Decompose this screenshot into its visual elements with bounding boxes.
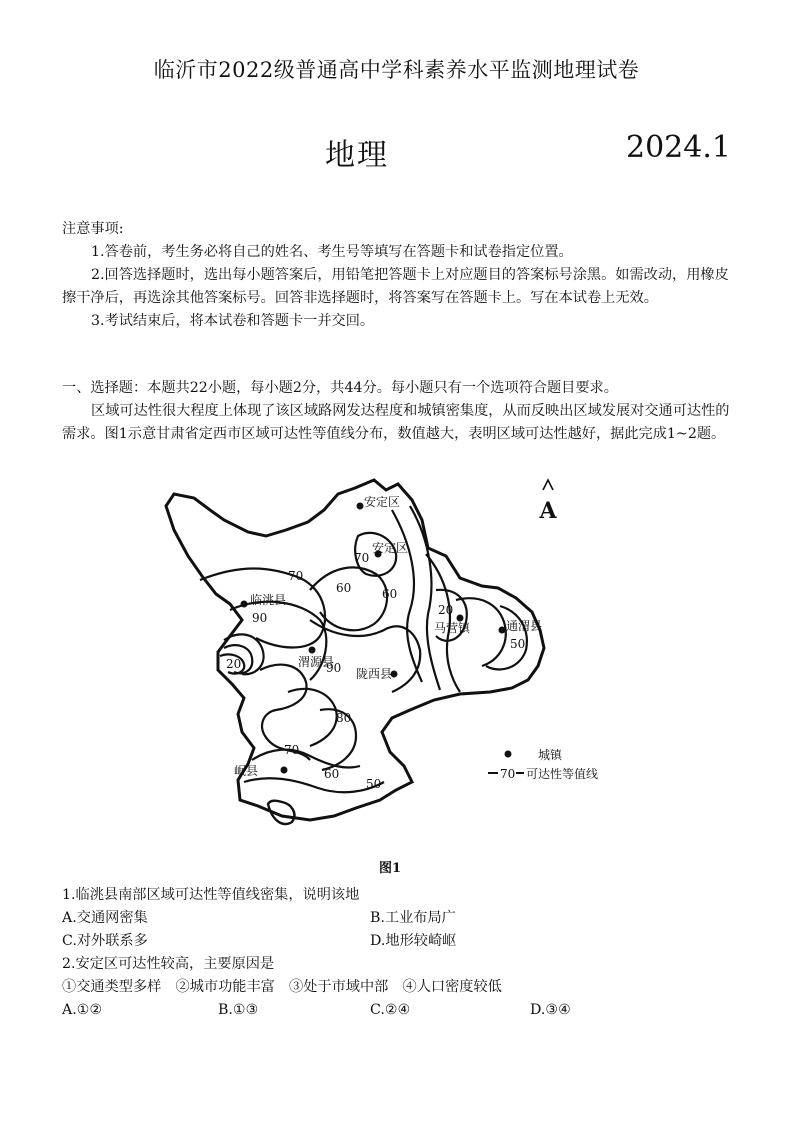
town-label: 通渭县 [506,619,543,633]
section-intro: 区域可达性很大程度上体现了该区域路网发达程度和城镇密集度，从而反映出区域发展对交通可达性的需求。图1示意甘肃省定西市区域可达性等值线分布，数值越大，表明区域可达性越好，据此完成1~2题。 [62,403,730,442]
svg-text:A: A [539,498,557,524]
legend-contour-label: 可达性等值线 [526,767,599,781]
question-stem: 2.安定区可达性较高，主要原因是 [62,956,275,972]
section-heading: 一、选择题：本题共22小题，每小题2分，共44分。每小题只有一个选项符合题目要求。 [62,380,618,396]
contour-lines [200,506,527,792]
region-outline [166,480,544,820]
contour-label: 70 [354,551,370,565]
question-1 [62,884,738,953]
option-a[interactable]: A.①② [62,1002,103,1018]
option-d[interactable]: D.③④ [530,1002,571,1018]
contour-label: 60 [324,767,340,781]
north-arrow-icon [538,480,557,524]
legend-contour-sample: 70 [500,767,516,781]
map-legend [488,747,598,781]
note-item: 3.考试结束后，将本试卷和答题卡一并交回。 [91,313,375,329]
exam-date: 2024.1 [626,130,731,165]
section-one [62,377,738,446]
contour-label: 20 [438,603,454,617]
contour-label: 90 [252,611,268,625]
contour-label: 60 [336,581,352,595]
legend-town-label: 城镇 [538,748,563,762]
option-d[interactable]: D.地形较崎岖 [370,933,457,949]
option-b[interactable]: B.①③ [218,1002,259,1018]
map-caption: 图1 [378,861,402,876]
contour-label: 70 [284,743,300,757]
option-a[interactable]: A.交通网密集 [62,910,148,926]
town-label: 临洮县 [250,593,287,607]
town-label: 马营镇 [434,621,471,635]
subject-title: 地理 [325,138,389,173]
question-statements: ①交通类型多样 ②城市功能丰富 ③处于市域中部 ④人口密度较低 [62,979,502,995]
town-label: 安定区 [364,495,401,509]
town-label: 安定区 [372,541,409,555]
option-b[interactable]: B.工业布局广 [370,910,456,926]
contour-label: 50 [366,777,382,791]
accessibility-contour-map [160,470,640,880]
contour-label: 70 [288,569,304,583]
notes-heading: 注意事项: [62,221,124,237]
town-label: 渭源县 [298,655,335,669]
contour-label: 60 [382,587,398,601]
option-c[interactable]: C.对外联系多 [62,933,148,949]
note-item: 1.答卷前，考生务必将自己的姓名、考生号等填写在答题卡和试卷指定位置。 [91,244,573,260]
exam-title: 临沂市2022级普通高中学科素养水平监测地理试卷 [153,58,640,82]
town-label: 陇西县 [356,667,393,681]
exam-notes [62,218,738,333]
option-c[interactable]: C.②④ [370,1002,411,1018]
contour-label: 50 [510,637,526,651]
contour-label: 80 [336,711,352,725]
question-2 [62,953,738,1022]
note-item: 2.回答选择题时，选出每小题答案后，用铅笔把答题卡上对应题目的答案标号涂黑。如需改动，用橡皮擦干净后，再选涂其他答案标号。回答非选择题时，将答案写在答题卡上。写在本试卷上无效。 [62,267,729,306]
town-label: 岷县 [234,764,259,778]
question-stem: 1.临洮县南部区域可达性等值线密集，说明该地 [62,887,360,903]
contour-label: 20 [226,657,242,671]
contour-label: 90 [326,661,342,675]
